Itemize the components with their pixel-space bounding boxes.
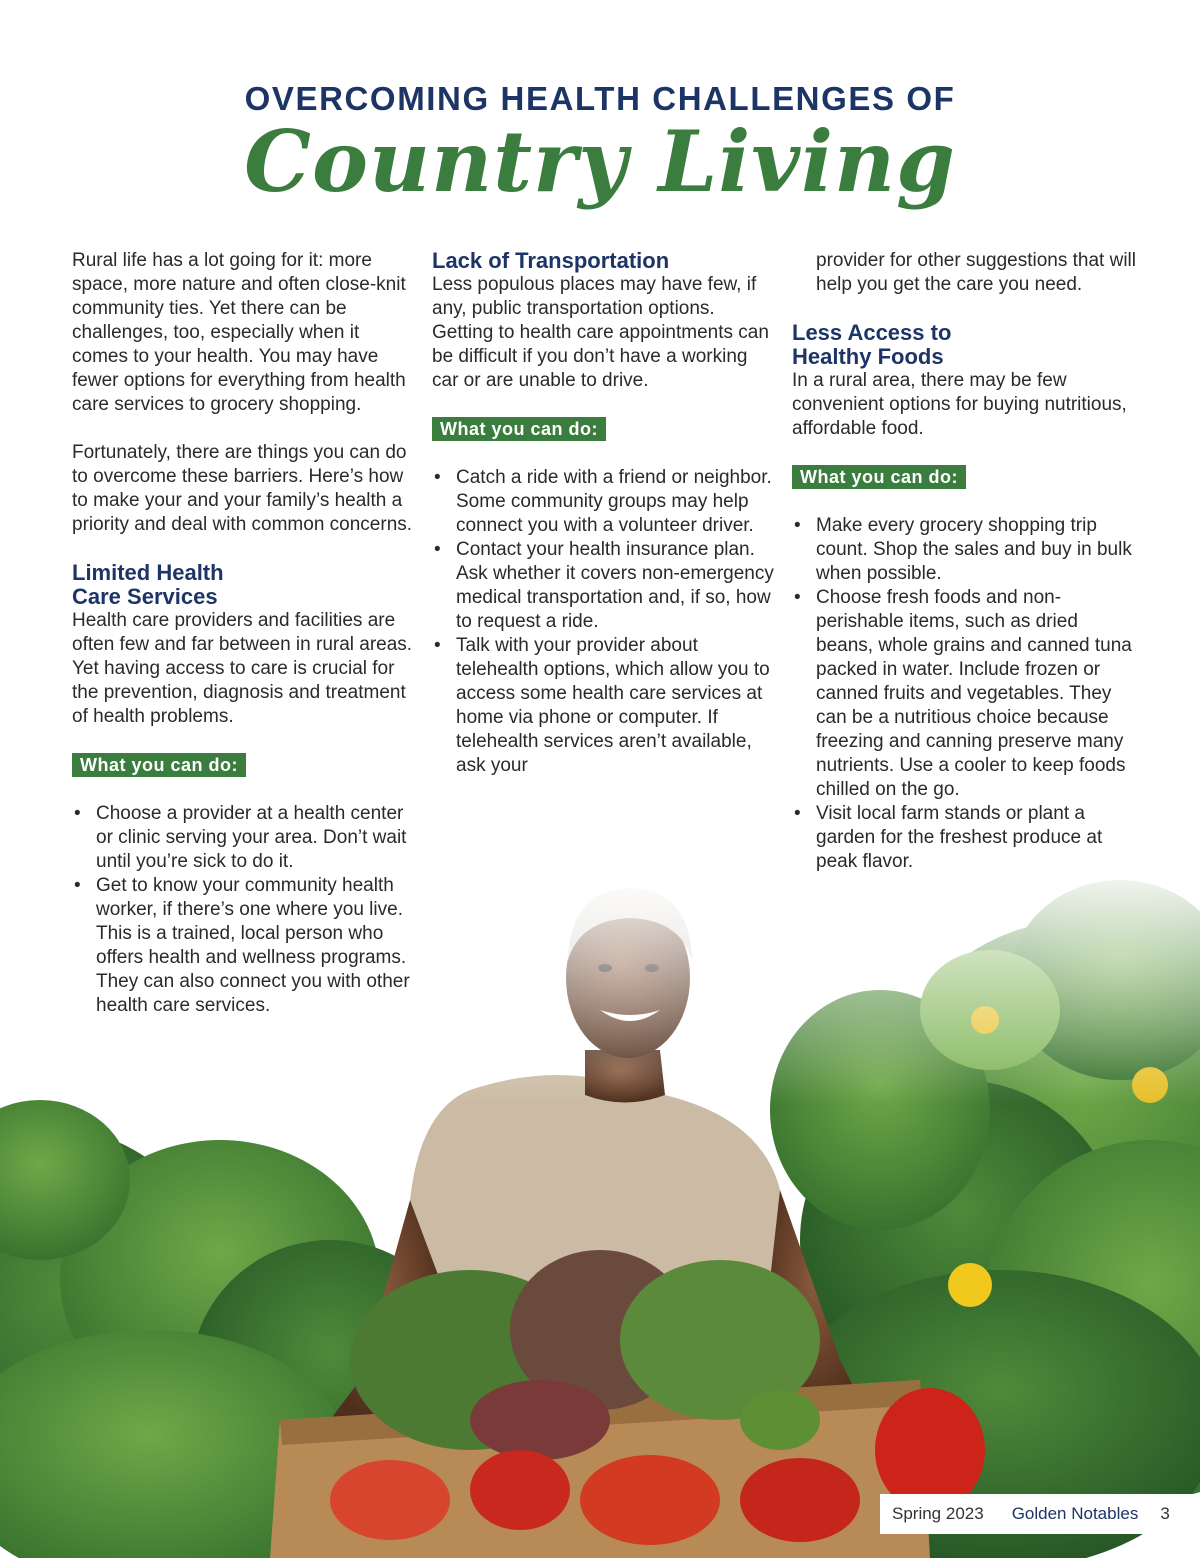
column-2 bbox=[432, 249, 777, 778]
heading-line: Less Access to bbox=[792, 320, 952, 345]
tips-list-healthy-foods bbox=[792, 514, 1137, 874]
page-footer bbox=[880, 1494, 1200, 1534]
section-heading-transportation: Lack of Transportation bbox=[432, 248, 670, 273]
headline-script-title: Country Living bbox=[244, 112, 956, 211]
bullet-icon: • bbox=[74, 803, 81, 824]
heading-line: Healthy Foods bbox=[792, 344, 944, 369]
list-item: • Get to know your community health worker, if there’s one where you live. This is a trained, local person who offers health and wellness programs. They can also connect you with other health care services. bbox=[74, 875, 410, 1016]
section-heading-healthy-foods bbox=[792, 321, 1137, 369]
tips-list-health-care bbox=[72, 802, 417, 1018]
list-item: • Contact your health insurance plan. Ask whether it covers non-emergency medical transportation and, if so, how to request a ride. bbox=[434, 539, 774, 632]
page-number: 3 bbox=[1160, 1504, 1170, 1523]
list-item: • Catch a ride with a friend or neighbor. Some community groups may help connect you with a volunteer driver. bbox=[434, 467, 772, 536]
publication-name: Golden Notables bbox=[1011, 1504, 1139, 1523]
bullet-icon: • bbox=[434, 635, 441, 656]
tips-list-transportation bbox=[432, 466, 777, 778]
what-you-can-do-badge: What you can do: bbox=[72, 753, 246, 777]
section-body-health-care: Health care providers and facilities are often few and far between in rural areas. Yet having access to care is crucial for the prevention, diagnosis and treatment of health problems. bbox=[72, 610, 413, 727]
list-item: • Choose a provider at a health center or clinic serving your area. Don’t wait until you’re sick to do it. bbox=[74, 803, 407, 872]
section-heading-health-care bbox=[72, 561, 417, 609]
bullet-icon: • bbox=[794, 803, 801, 824]
headline-kicker: OVERCOMING HEALTH CHALLENGES OF bbox=[244, 80, 956, 117]
section-body-transportation: Less populous places may have few, if any, public transportation options. Getting to health care appointments can be difficult if you don’t have a working car or are unable to drive. bbox=[432, 274, 769, 391]
bullet-icon: • bbox=[794, 587, 801, 608]
list-item: • Talk with your provider about telehealth options, which allow you to access some health care services at home via phone or computer. If telehealth services aren’t available, ask your bbox=[434, 635, 770, 776]
intro-paragraph-1: Rural life has a lot going for it: more space, more nature and often close-knit community ties. Yet there can be challenges, too, especially when it comes to your health. You may have fewer options for everything from health care services to grocery shopping. bbox=[72, 250, 406, 415]
what-you-can-do-badge: What you can do: bbox=[432, 417, 606, 441]
list-item: • Visit local farm stands or plant a garden for the freshest produce at peak flavor. bbox=[794, 803, 1103, 872]
bullet-icon: • bbox=[74, 875, 81, 896]
bullet-icon: • bbox=[434, 539, 441, 560]
list-item: • Choose fresh foods and non-perishable items, such as dried beans, whole grains and canned tuna packed in water. Include frozen or canned fruits and vegetables. They can be a nutritious choice because freezing and canning preserve many nutrients. Use a cooler to keep foods chilled on the go. bbox=[794, 587, 1132, 800]
continued-paragraph: provider for other suggestions that will help you get the care you need. bbox=[816, 250, 1136, 295]
bullet-icon: • bbox=[434, 467, 441, 488]
what-you-can-do-badge: What you can do: bbox=[792, 465, 966, 489]
list-item: • Make every grocery shopping trip count. Shop the sales and buy in bulk when possible. bbox=[794, 515, 1132, 584]
heading-line: Limited Health bbox=[72, 560, 224, 585]
column-1 bbox=[72, 249, 417, 1018]
issue-label: Spring 2023 bbox=[892, 1504, 984, 1523]
bullet-icon: • bbox=[794, 515, 801, 536]
intro-paragraph-2: Fortunately, there are things you can do to overcome these barriers. Here’s how to make your and your family’s health a priority and deal with common concerns. bbox=[72, 442, 413, 535]
heading-line: Care Services bbox=[72, 584, 218, 609]
column-3 bbox=[792, 249, 1137, 874]
section-body-healthy-foods: In a rural area, there may be few convenient options for buying nutritious, affordable food. bbox=[792, 370, 1127, 439]
